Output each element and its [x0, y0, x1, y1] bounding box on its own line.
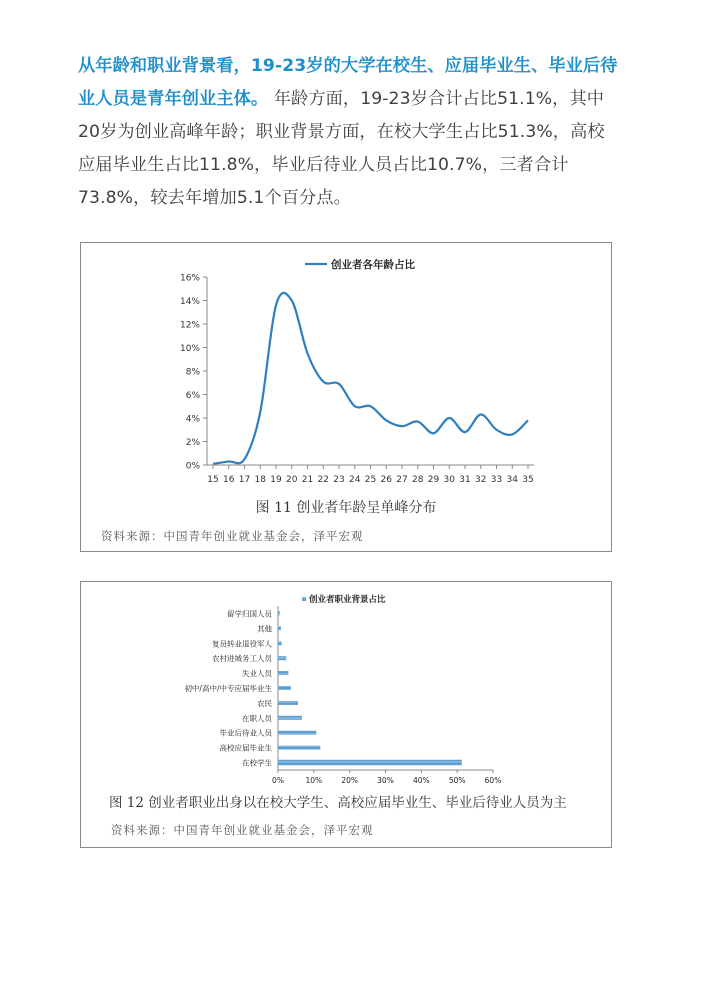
category-label: 其他 [257, 624, 272, 634]
bar-高校应届毕业生 [278, 746, 320, 750]
category-label: 高校应届毕业生 [219, 743, 272, 753]
figure-age-distribution [80, 242, 612, 552]
x-tick-label: 27 [396, 475, 408, 485]
x-tick-label: 20% [341, 776, 359, 785]
figure1-source: 资料来源：中国青年创业就业基金会，泽平宏观 [101, 529, 364, 543]
intro-paragraph [78, 50, 618, 215]
y-tick-label: 12% [179, 320, 200, 331]
x-tick-label: 18 [254, 475, 266, 485]
x-tick-label: 19 [270, 475, 282, 485]
category-label: 在校学生 [242, 758, 272, 768]
x-tick-label: 50% [448, 776, 466, 785]
series-line-age-share [213, 293, 528, 464]
x-tick-label: 30 [443, 475, 455, 485]
category-label: 留学归国人员 [227, 609, 272, 619]
x-tick-label: 29 [427, 475, 440, 485]
x-tick-label: 34 [506, 475, 518, 485]
y-tick-label: 16% [179, 273, 200, 284]
bar-留学归国人员 [278, 611, 280, 615]
intro-body-text: 年龄方面，19-23岁合计占比51.1%，其中20岁为创业高峰年龄；职业背景方面，在校大学生占比51.3%，高校应届毕业生占比11.8%，毕业后待业人员占比10.7%，三者合计73.8%，较去年增加5.1个百分点。 [78, 89, 605, 208]
x-tick-label: 31 [459, 475, 471, 485]
bar-其他 [278, 626, 281, 630]
bar-复员转业退役军人 [278, 641, 282, 645]
legend-label: 创业者职业背景占比 [309, 595, 386, 605]
x-tick-label: 32 [475, 475, 487, 485]
intro-bold-text: 从年龄和职业背景看，19-23岁的大学在校生、应届毕业生、毕业后待业人员是青年创业主体。 [78, 56, 618, 109]
y-tick-label: 2% [185, 438, 200, 448]
x-tick-label: 25 [364, 475, 377, 485]
x-tick-label: 60% [484, 776, 502, 785]
x-tick-label: 35 [522, 475, 534, 485]
x-tick-label: 16 [223, 475, 235, 485]
occupation-bar-chart [81, 582, 611, 787]
bar-初中/高中/中专应届毕业生 [278, 686, 291, 690]
category-label: 复员转业退役军人 [212, 639, 272, 649]
bar-失业人员 [278, 671, 288, 675]
x-tick-label: 30% [377, 776, 394, 785]
x-tick-label: 10% [305, 776, 323, 785]
age-line-chart [81, 243, 611, 493]
x-tick-label: 0% [272, 776, 284, 785]
x-tick-label: 40% [412, 776, 430, 785]
category-label: 初中/高中/中专应届毕业生 [184, 684, 272, 693]
y-tick-label: 10% [179, 344, 200, 354]
x-tick-label: 20 [286, 475, 298, 485]
x-tick-label: 17 [238, 475, 251, 485]
figure2-caption: 图 12 创业者职业出身以在校大学生、高校应届毕业生、毕业后待业人员为主 [109, 795, 567, 811]
bar-在校学生 [278, 760, 462, 766]
x-tick-label: 33 [490, 475, 503, 485]
x-tick-label: 23 [333, 475, 345, 485]
legend-swatch [302, 597, 306, 601]
category-label: 农村进城务工人员 [212, 654, 272, 664]
x-tick-label: 22 [317, 475, 329, 485]
figure1-caption: 图 11 创业者年龄呈单峰分布 [255, 500, 437, 516]
bar-农民 [278, 701, 298, 705]
category-label: 在职人员 [242, 713, 272, 723]
x-tick-label: 26 [380, 475, 392, 485]
figure-occupation-background [80, 581, 612, 848]
legend-label: 创业者各年龄占比 [331, 259, 415, 271]
category-label: 失业人员 [242, 669, 272, 679]
x-tick-label: 28 [412, 475, 424, 485]
y-tick-label: 6% [185, 391, 200, 401]
y-tick-label: 8% [185, 367, 200, 378]
bar-毕业后待业人员 [278, 731, 316, 735]
bar-农村进城务工人员 [278, 656, 286, 660]
category-label: 毕业后待业人员 [219, 728, 272, 738]
y-tick-label: 0% [185, 461, 200, 472]
y-tick-label: 14% [179, 297, 200, 307]
x-tick-label: 24 [349, 475, 361, 485]
x-tick-label: 15 [207, 475, 219, 485]
x-tick-label: 21 [301, 475, 314, 485]
figure2-source: 资料来源：中国青年创业就业基金会，泽平宏观 [111, 823, 374, 837]
category-label: 农民 [257, 698, 272, 708]
y-tick-label: 4% [185, 414, 200, 425]
bar-在职人员 [278, 716, 302, 720]
